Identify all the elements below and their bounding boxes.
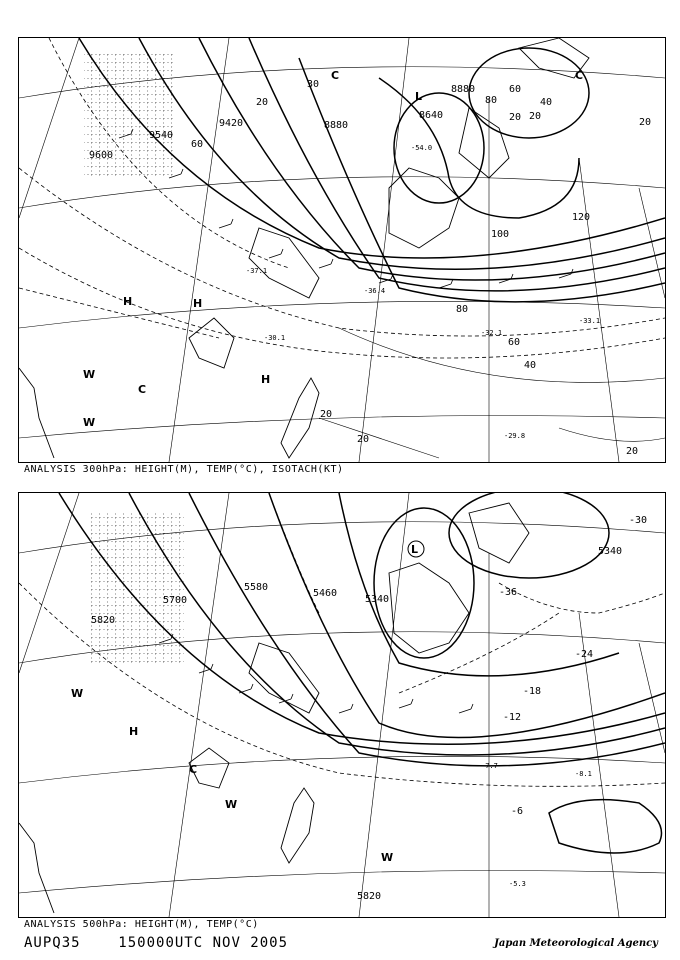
high-pressure-marker: H bbox=[123, 295, 133, 308]
isotach-label: 30 bbox=[307, 79, 320, 90]
temp-label: -32.1 bbox=[481, 329, 503, 337]
height-label: 5820 bbox=[357, 891, 382, 902]
isotach-label: 100 bbox=[491, 229, 510, 240]
height-label: 9600 bbox=[89, 150, 114, 161]
analysis-timestamp: 150000UTC NOV 2005 bbox=[118, 935, 289, 951]
temp-label: -8.1 bbox=[575, 770, 592, 778]
temp-hatch-area bbox=[89, 513, 184, 663]
cold-marker: C bbox=[331, 69, 340, 82]
temp-label: -36.4 bbox=[364, 287, 386, 295]
height-label: 5820 bbox=[91, 615, 116, 626]
temp-label: -7.7 bbox=[481, 762, 498, 770]
isotherm-label: -24 bbox=[575, 649, 594, 660]
agency-credit: Japan Meteorological Agency bbox=[494, 938, 658, 949]
cold-marker: C bbox=[189, 763, 198, 776]
isotherm-label: -36 bbox=[499, 587, 518, 598]
product-header bbox=[24, 935, 288, 951]
low-pressure-marker: L bbox=[411, 543, 419, 556]
height-label: 8880 bbox=[451, 84, 476, 95]
height-label: 5700 bbox=[163, 595, 188, 606]
height-label: 5340 bbox=[365, 594, 390, 605]
height-label: 5580 bbox=[244, 582, 269, 593]
cold-marker: C bbox=[138, 383, 147, 396]
height-label: 9420 bbox=[219, 118, 244, 129]
isotachs bbox=[319, 328, 665, 458]
warm-marker: W bbox=[225, 798, 238, 811]
caption-300hpa: ANALYSIS 300hPa: HEIGHT(M), TEMP(°C), ISOTACH(KT) bbox=[24, 464, 344, 475]
isotach-label: 60 bbox=[508, 337, 521, 348]
cold-marker: C bbox=[575, 69, 584, 82]
temp-label: -54.0 bbox=[411, 144, 433, 152]
isotach-label: 20 bbox=[626, 446, 639, 457]
isotach-label: 20 bbox=[529, 111, 542, 122]
isotach-label: 20 bbox=[509, 112, 522, 123]
temp-label: -30.1 bbox=[264, 334, 286, 342]
isotach-label: 40 bbox=[540, 97, 553, 108]
isotherm-label: -12 bbox=[503, 712, 522, 723]
isotherm-label: -30 bbox=[629, 515, 648, 526]
temp-label: -37.1 bbox=[246, 267, 268, 275]
chart-500hpa bbox=[18, 492, 666, 918]
warm-marker: W bbox=[381, 851, 394, 864]
warm-marker: W bbox=[83, 368, 96, 381]
high-pressure-marker: H bbox=[193, 297, 203, 310]
height-label: 8640 bbox=[419, 110, 444, 121]
isotherm-label: -18 bbox=[523, 686, 542, 697]
isotach-label: 20 bbox=[639, 117, 652, 128]
isotach-label: 20 bbox=[256, 97, 269, 108]
height-label: 5460 bbox=[313, 588, 338, 599]
isotach-label: 120 bbox=[572, 212, 591, 223]
temp-label: -33.1 bbox=[579, 317, 601, 325]
map-500hpa-canvas bbox=[19, 493, 665, 917]
temp-label: -29.8 bbox=[504, 432, 526, 440]
isotach-label: 20 bbox=[357, 434, 370, 445]
low-pressure-marker: L bbox=[415, 90, 423, 103]
caption-500hpa: ANALYSIS 500hPa: HEIGHT(M), TEMP(°C) bbox=[24, 919, 259, 930]
high-pressure-marker: H bbox=[261, 373, 271, 386]
isotach-label: 60 bbox=[191, 139, 204, 150]
temp-label: -5.3 bbox=[509, 880, 526, 888]
isotach-label: 80 bbox=[456, 304, 469, 315]
height-label: 9540 bbox=[149, 130, 174, 141]
isotach-label: 20 bbox=[320, 409, 333, 420]
isotherm-label: -6 bbox=[511, 806, 524, 817]
warm-marker: W bbox=[71, 687, 84, 700]
wind-barbs bbox=[119, 129, 573, 288]
product-code: AUPQ35 bbox=[24, 935, 81, 951]
height-label: 8880 bbox=[324, 120, 349, 131]
map-300hpa-canvas bbox=[19, 38, 665, 462]
isotach-label: 60 bbox=[509, 84, 522, 95]
warm-marker: W bbox=[83, 416, 96, 429]
isotach-label: 40 bbox=[524, 360, 537, 371]
isotach-label: 80 bbox=[485, 95, 498, 106]
chart-300hpa bbox=[18, 37, 666, 463]
height-label: 5340 bbox=[598, 546, 623, 557]
high-pressure-marker: H bbox=[129, 725, 139, 738]
